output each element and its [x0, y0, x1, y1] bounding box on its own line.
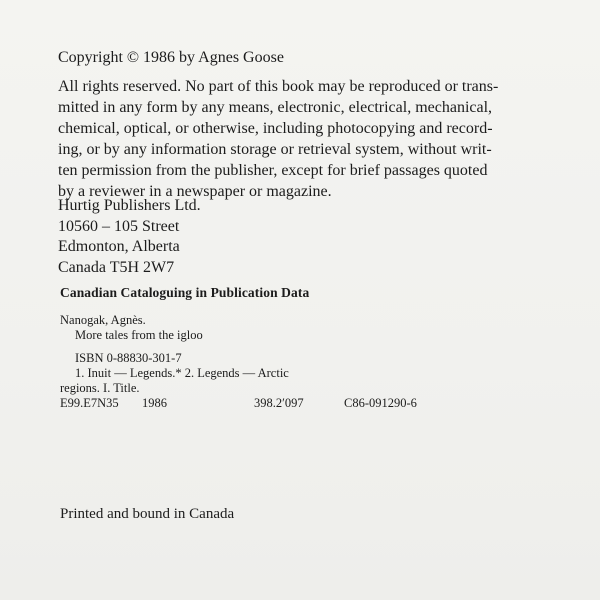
- publisher-country: Canada T5H 2W7: [58, 258, 175, 276]
- publisher-name: Hurtig Publishers Ltd.: [58, 197, 201, 214]
- rights-line: by a reviewer in a newspaper or magazine.: [58, 183, 332, 200]
- publisher-address: [58, 196, 201, 278]
- rights-line: All rights reserved. No part of this book may be reproduced or trans-: [58, 78, 499, 95]
- cip-lc-class: E99.E7N35: [60, 396, 119, 410]
- cip-number: C86-091290-6: [344, 396, 417, 410]
- cip-year: 1986: [142, 396, 167, 410]
- cip-classification-row: [60, 396, 417, 411]
- publisher-city: Edmonton, Alberta: [58, 238, 180, 255]
- cip-dewey-class: 398.2′097: [254, 396, 304, 410]
- cip-author: Nanogak, Agnès.: [60, 313, 146, 327]
- cip-heading: Canadian Cataloguing in Publication Data: [60, 285, 310, 300]
- cip-subjects-line: 1. Inuit — Legends.* 2. Legends — Arctic: [75, 366, 289, 380]
- rights-line: chemical, optical, or otherwise, including photocopying and record-: [58, 120, 493, 137]
- copyright-line: Copyright © 1986 by Agnes Goose: [58, 49, 284, 66]
- printed-in-line: Printed and bound in Canada: [60, 506, 235, 522]
- rights-line: ing, or by any information storage or retrieval system, without writ-: [58, 141, 492, 158]
- cip-title: More tales from the igloo: [75, 328, 203, 342]
- publisher-street: 10560 – 105 Street: [58, 217, 180, 235]
- cip-block: [60, 313, 417, 411]
- cip-isbn: ISBN 0-88830-301-7: [75, 351, 182, 365]
- cip-subjects-line: regions. I. Title.: [60, 381, 140, 395]
- rights-paragraph: [58, 76, 498, 202]
- rights-line: mitted in any form by any means, electronic, electrical, mechanical,: [58, 99, 493, 116]
- rights-line: ten permission from the publisher, except for brief passages quoted: [58, 162, 488, 179]
